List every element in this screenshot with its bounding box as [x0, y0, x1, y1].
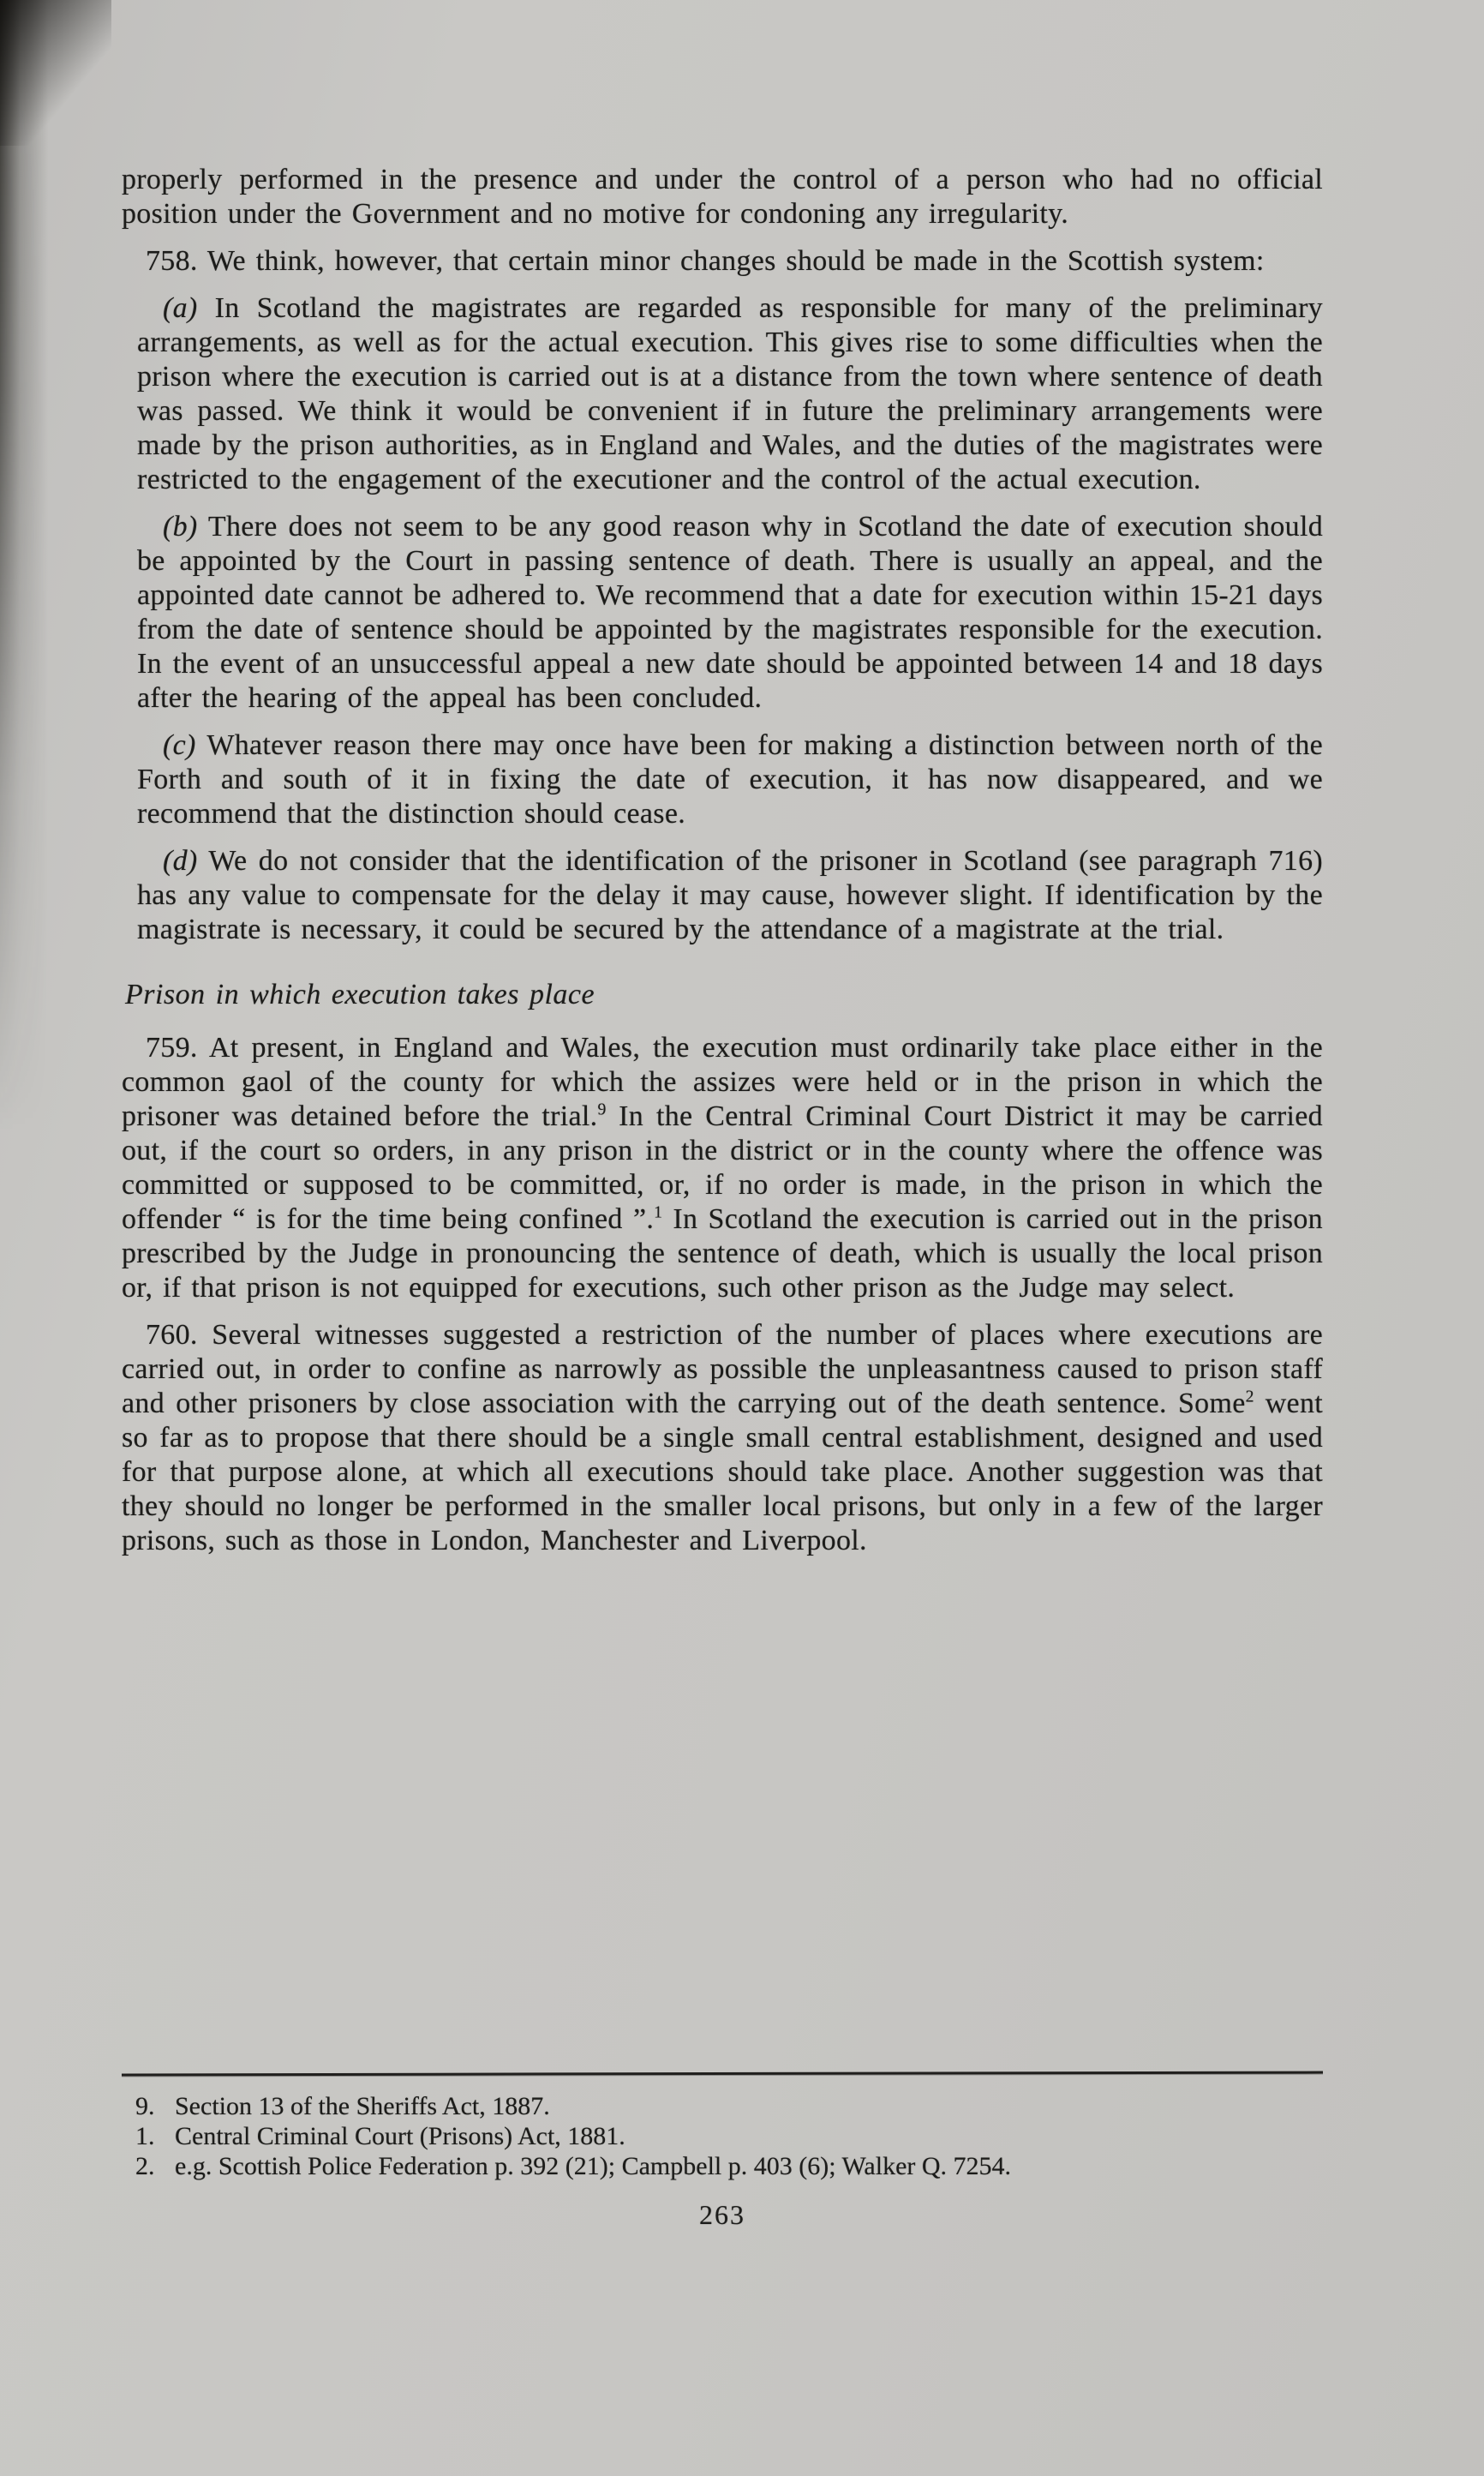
footnote-2 [122, 2152, 1323, 2180]
paragraph-759-text-3: In Scotland the execution is carried out in the prison prescribed by the Judge in pronouncing the sentence of death, which is usually the local prison or, if that prison is not equipped for executions, such other prison as the Judge may select. [122, 1203, 1323, 1304]
footnote-1 [122, 2122, 1323, 2150]
footnote-1-text: Central Criminal Court (Prisons) Act, 1881. [175, 2122, 625, 2150]
footnote-9-number: 9. [135, 2092, 155, 2120]
subparagraph-c-text: Whatever reason there may once have been for making a distinction between north of the Forth and south of it in fixing the date of execution, it has now disappeared, and we recommend that the distinction should cease. [137, 729, 1323, 830]
paragraph-760-text-1: Several witnesses suggested a restriction of the number of places where executions are carried out, in order to confine as narrowly as possible the unpleasantness caused to prison staff and other prisoners by close association with the carrying out of the death sentence. Some [122, 1319, 1323, 1419]
footnote-ref-9: 9 [597, 1100, 607, 1119]
scan-edge-shadow [0, 0, 48, 1286]
section-heading: Prison in which execution takes place [125, 979, 595, 1010]
paragraph-759 [122, 1031, 1323, 1305]
paragraph-759-text-1: At present, in England and Wales, the execution must ordinarily take place either in the common gaol of the county for which the assizes were held or in the prison in which the prisoner was detained before the trial. [122, 1032, 1323, 1132]
subparagraph-b [137, 510, 1323, 716]
subparagraph-a-text: In Scotland the magistrates are regarded as responsible for many of the preliminary arrangements, as well as for the actual execution. This gives rise to some difficulties when the prison where the execution is carried out is at a distance from the town where sentence of death was passed. We think it would be convenient if in future the preliminary arrangements were made by the prison authorities, as in England and Wales, and the duties of the magistrates were restricted to the engagement of the executioner and the control of the actual execution. [137, 292, 1323, 495]
page-number: 263 [699, 2199, 745, 2230]
footnote-divider [122, 2071, 1323, 2077]
paragraph-760-number: 760. [146, 1319, 198, 1351]
footnote-ref-2: 2 [1245, 1387, 1254, 1406]
subparagraph-a-label: (a) [163, 292, 198, 324]
footnote-ref-1: 1 [654, 1202, 663, 1222]
paragraph-760 [122, 1318, 1323, 1558]
footnote-9-text: Section 13 of the Sheriffs Act, 1887. [175, 2092, 550, 2120]
footnote-2-number: 2. [135, 2152, 155, 2180]
subparagraph-b-text: There does not seem to be any good reason why in Scotland the date of execution should be appointed by the Court in passing sentence of death. There is usually an appeal, and the appointed date cannot be adhered to. We recommend that a date for execution within 15-21 days from the date of sentence should be appointed by the magistrates responsible for the execution. In the event of an unsuccessful appeal a new date should be appointed between 14 and 18 days after the hearing of the appeal has been concluded. [137, 511, 1323, 714]
subparagraph-d [137, 844, 1323, 947]
subparagraph-c-label: (c) [163, 729, 196, 761]
paragraph-759-text-2: In the Central Criminal Court District it may be carried out, if the court so orders, in any prison in the district or in the county where the offence was committed or supposed to be committed, or, if no order is made, in the prison in which the offender “ is for the time being confined ”. [122, 1100, 1323, 1235]
footnote-1-number: 1. [135, 2122, 155, 2150]
page-body [122, 163, 1323, 1571]
scan-corner-shadow [0, 0, 111, 146]
paragraph-continuation: properly performed in the presence and under the control of a person who had no official position under the Government and no motive for condoning any irregularity. [122, 164, 1323, 230]
subparagraph-a [137, 291, 1323, 497]
paragraph-759-number: 759. [146, 1032, 198, 1064]
subparagraph-c [137, 728, 1323, 831]
paragraph-758-number: 758. [146, 245, 198, 277]
footnote-9 [122, 2092, 1323, 2120]
subparagraph-b-label: (b) [163, 511, 198, 543]
footnotes-section [122, 2072, 1323, 2182]
subparagraph-d-label: (d) [163, 845, 198, 877]
paragraph-760-text-2: went so far as to propose that there should be a single small central establishment, designed and used for that purpose alone, at which all executions should take place. Another suggestion was that they should no longer be performed in the smaller local prisons, but only in a few of the larger prisons, such as those in London, Manchester and Liverpool. [122, 1388, 1323, 1556]
paragraph-758-text: We think, however, that certain minor changes should be made in the Scottish system: [206, 245, 1265, 277]
paragraph-758 [122, 244, 1323, 279]
footnote-2-text: e.g. Scottish Police Federation p. 392 (21); Campbell p. 403 (6); Walker Q. 7254. [175, 2152, 1012, 2180]
subparagraph-d-text: We do not consider that the identification of the prisoner in Scotland (see paragraph 716) has any value to compensate for the delay it may cause, however slight. If identification by the magistrate is necessary, it could be secured by the attendance of a magistrate at the trial. [137, 845, 1323, 945]
